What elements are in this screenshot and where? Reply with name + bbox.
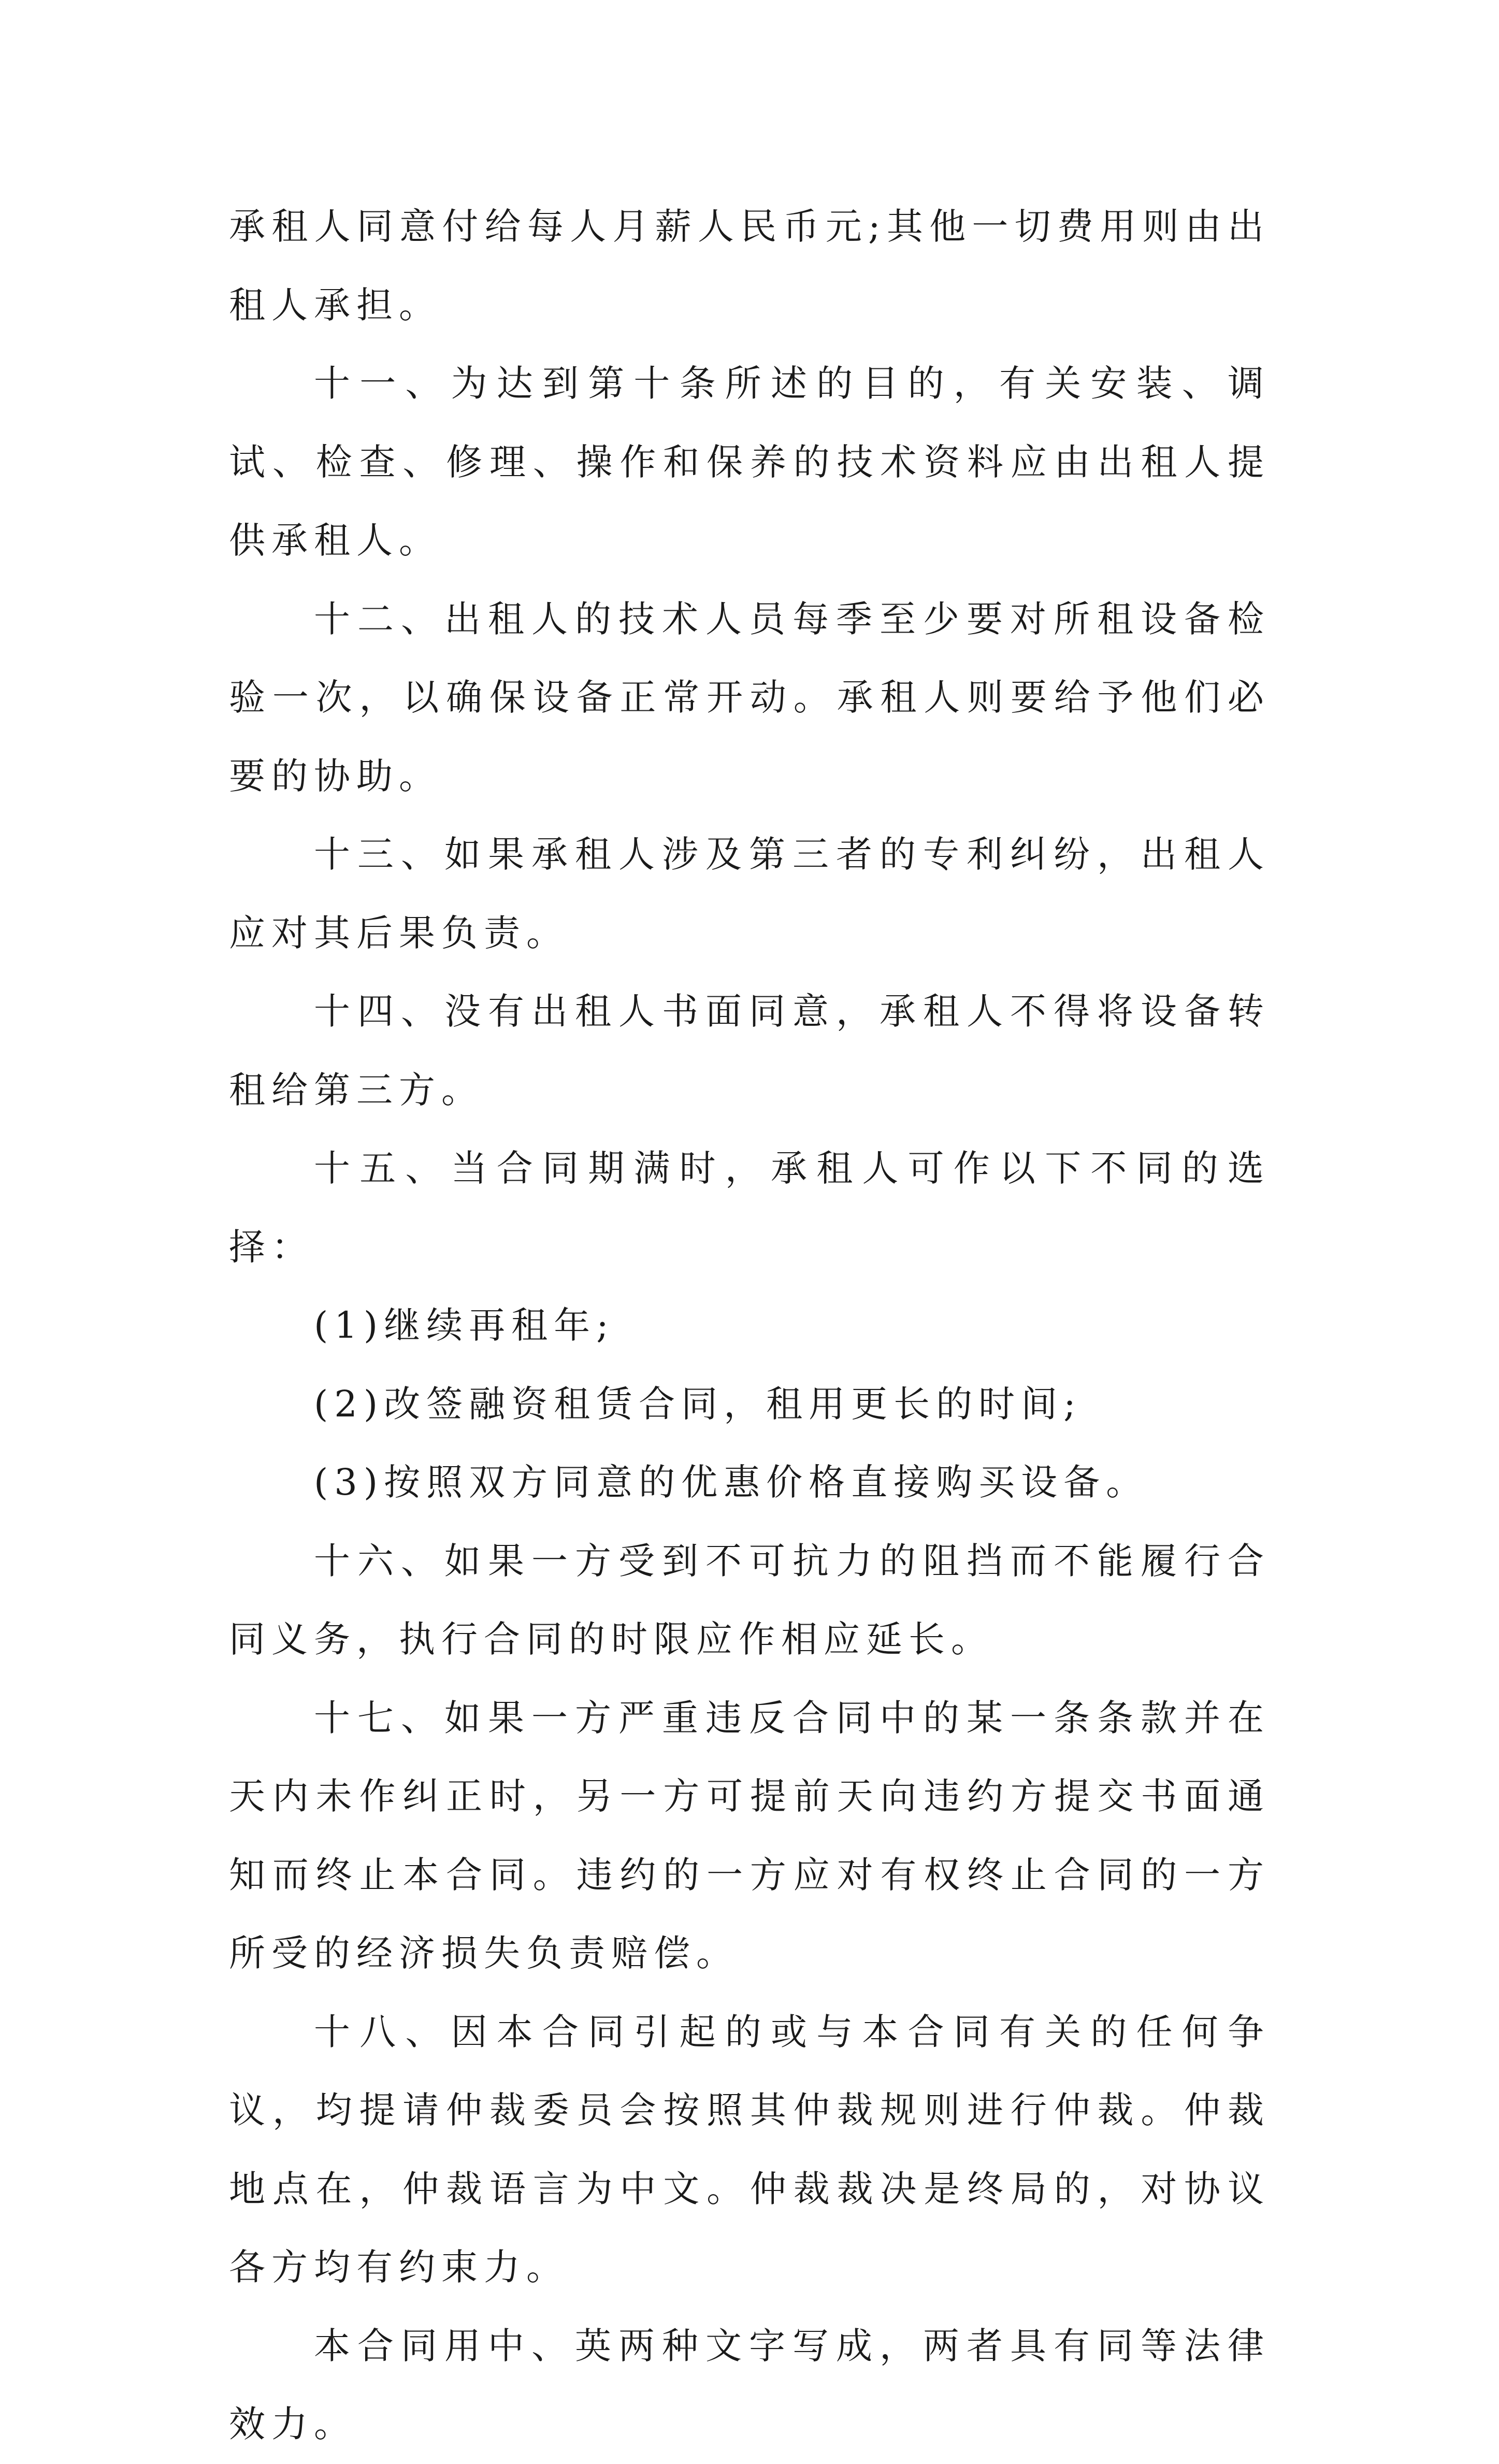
clause-16: 十六、如果一方受到不可抗力的阻挡而不能履行合同义务，执行合同的时限应作相应延长。 bbox=[229, 1539, 1270, 1660]
document-body bbox=[229, 188, 1270, 2464]
clause-15-option-2: (2)改签融资租赁合同，租用更长的时间; bbox=[314, 1382, 1082, 1425]
clause-15-option-3: (3)按照双方同意的优惠价格直接购买设备。 bbox=[314, 1461, 1149, 1503]
clause-12: 十二、出租人的技术人员每季至少要对所租设备检验一次，以确保设备正常开动。承租人则要给予他们必要的协助。 bbox=[229, 597, 1270, 797]
clause-14: 十四、没有出租人书面同意，承租人不得将设备转租给第三方。 bbox=[229, 990, 1270, 1111]
language-clause: 本合同用中、英两种文字写成，两者具有同等法律效力。 bbox=[229, 2324, 1270, 2445]
clause-15: 十五、当合同期满时，承租人可作以下不同的选择： bbox=[229, 1147, 1270, 1268]
clause-18: 十八、因本合同引起的或与本合同有关的任何争议，均提请仲裁委员会按照其仲裁规则进行仲裁。仲裁地点在，仲裁语言为中文。仲裁裁决是终局的，对协议各方均有约束力。 bbox=[229, 2010, 1270, 2288]
clause-15-option-1: (1)继续再租年; bbox=[314, 1304, 615, 1346]
clause-13: 十三、如果承租人涉及第三者的专利纠纷，出租人应对其后果负责。 bbox=[229, 833, 1270, 954]
clause-11: 十一、为达到第十条所述的目的，有关安装、调试、检查、修理、操作和保养的技术资料应由出租人提供承租人。 bbox=[229, 362, 1270, 562]
clause-17: 十七、如果一方严重违反合同中的某一条条款并在天内未作纠正时，另一方可提前天向违约方提交书面通知而终止本合同。违约的一方应对有权终止合同的一方所受的经济损失负责赔偿。 bbox=[229, 1696, 1270, 1974]
paragraph-continuation: 承租人同意付给每人月薪人民币元;其他一切费用则由出租人承担。 bbox=[229, 205, 1270, 326]
